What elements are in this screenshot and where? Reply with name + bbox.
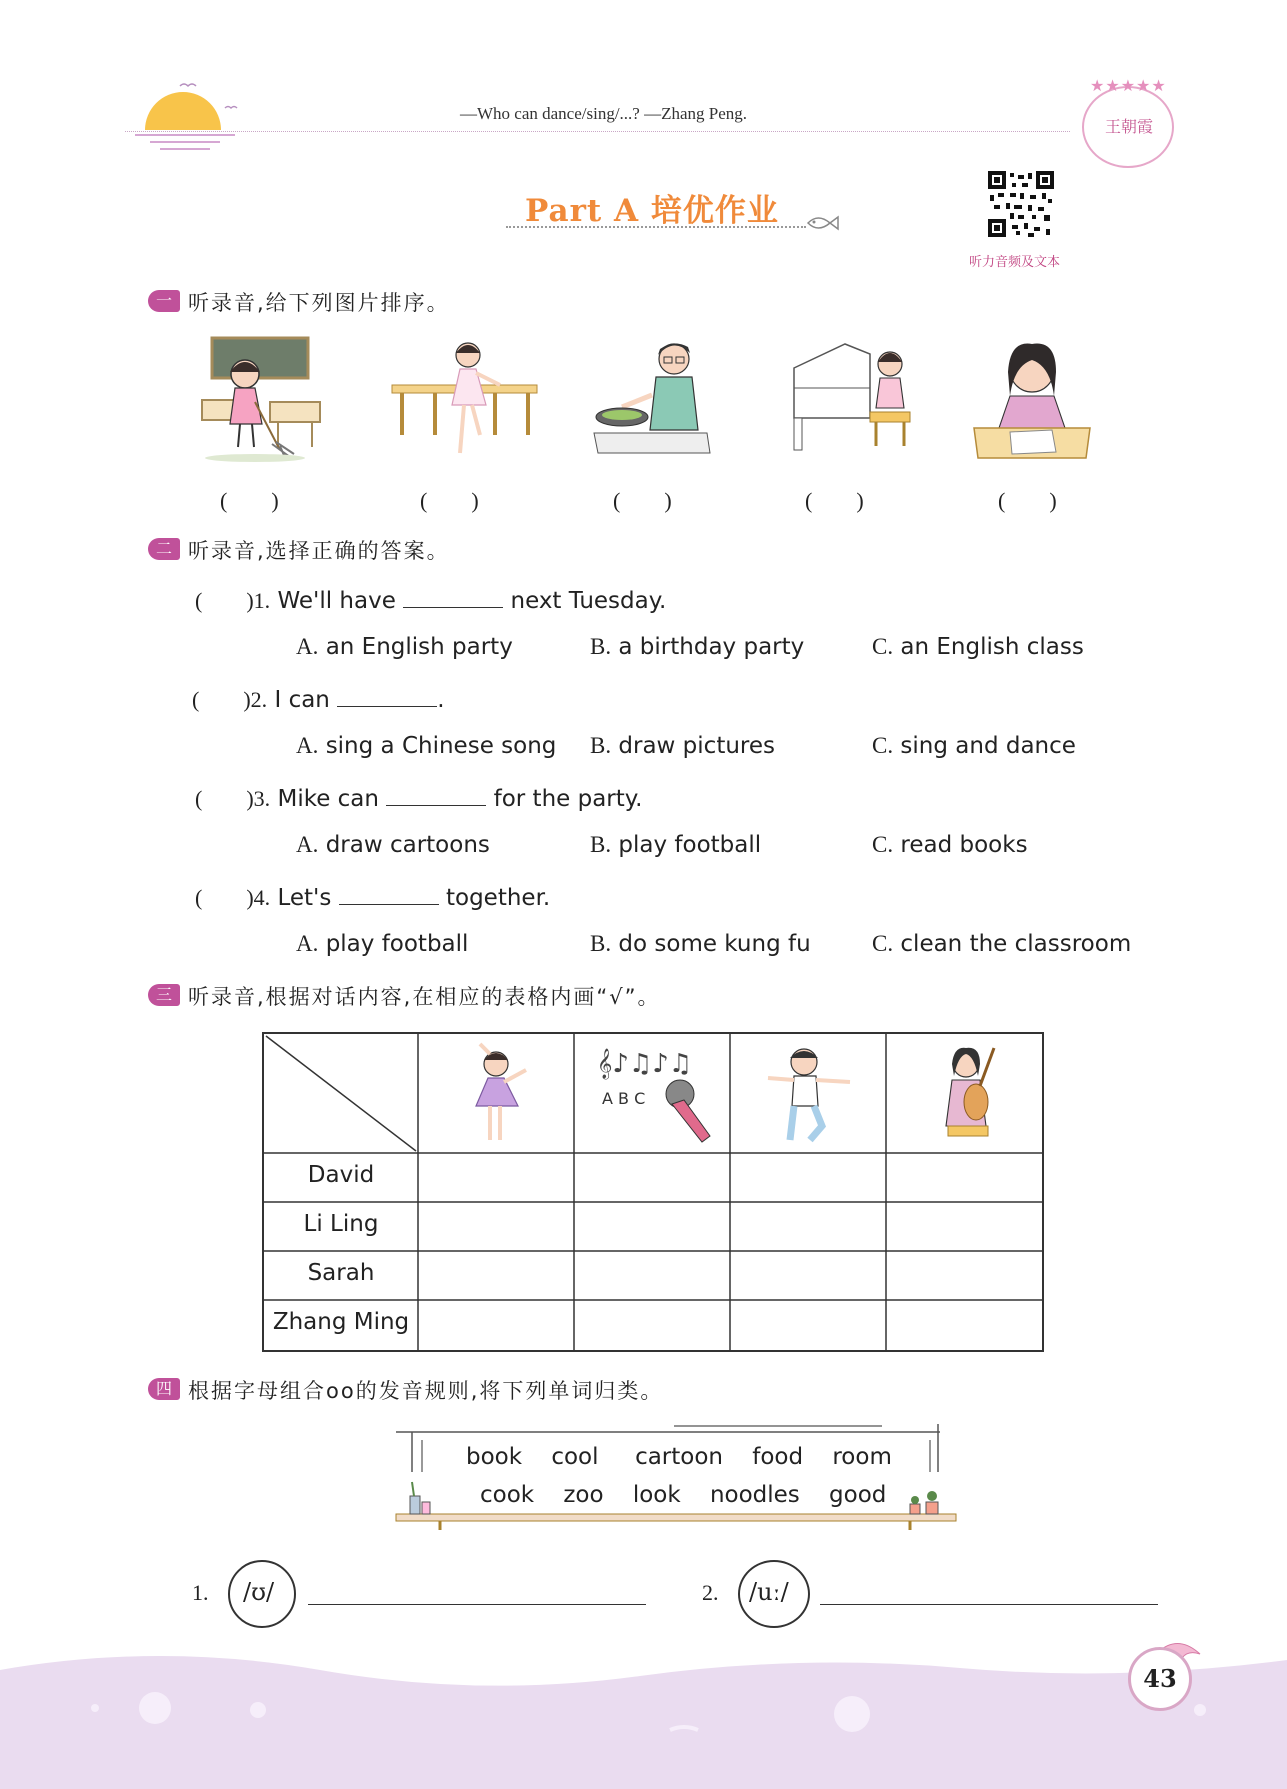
option-label: C.	[872, 733, 894, 758]
option-label: A.	[296, 832, 319, 857]
fish-icon	[804, 212, 840, 234]
logo-text: 王朝霞	[1105, 117, 1154, 136]
footer-wave	[0, 1650, 1287, 1789]
question-4	[195, 881, 550, 912]
question-text-after: .	[437, 687, 445, 713]
question-number: )2.	[243, 687, 268, 712]
row-label-david: David	[307, 1162, 375, 1188]
qr-caption: 听力音频及文本	[969, 255, 1061, 270]
girl-sweeping-floor-image	[200, 332, 325, 464]
order-blank-3[interactable]: ( )	[613, 488, 672, 513]
option-label: B.	[590, 832, 612, 857]
svg-text:𝄞♪♫♪♫: 𝄞♪♫♪♫	[597, 1049, 693, 1079]
sound-2-ipa: /uː/	[749, 1578, 789, 1606]
word-row-1	[466, 1444, 892, 1470]
section4-instruction: 根据字母组合oo的发音规则,将下列单词归类。	[188, 1379, 664, 1403]
word: good	[829, 1482, 887, 1508]
question-3	[195, 782, 642, 813]
option-4b[interactable]	[590, 931, 811, 957]
girl-playing-pipa-image	[930, 1040, 1010, 1148]
option-text: read books	[900, 832, 1028, 858]
option-label: B.	[590, 733, 612, 758]
option-text: sing a Chinese song	[325, 733, 557, 759]
option-text: an English class	[900, 634, 1084, 660]
question-text-after: together.	[445, 885, 551, 911]
option-2b[interactable]	[590, 733, 775, 759]
option-1b[interactable]	[590, 634, 804, 660]
word: cook	[480, 1482, 535, 1508]
row-label-li-ling: Li Ling	[303, 1211, 379, 1237]
option-2c[interactable]	[872, 733, 1076, 759]
question-text-after: for the party.	[493, 786, 643, 812]
word-shelf-frame	[392, 1422, 962, 1532]
sound-1-ipa: /ʊ/	[243, 1578, 275, 1606]
answer-blank-4[interactable]: (	[195, 885, 247, 910]
page-number: 43	[1128, 1647, 1192, 1711]
answer-blank-2[interactable]: (	[192, 687, 244, 712]
option-4c[interactable]	[872, 931, 1131, 957]
girl-playing-piano-image	[790, 338, 920, 456]
section1-badge: 一	[148, 290, 180, 312]
word: look	[632, 1482, 681, 1508]
question-text-before: We'll have	[277, 588, 396, 614]
option-text: do some kung fu	[618, 931, 811, 957]
fill-blank[interactable]	[403, 589, 503, 608]
man-cooking-image	[592, 335, 712, 457]
section1-instruction: 听录音,给下列图片排序。	[188, 291, 450, 315]
option-text: a birthday party	[618, 634, 805, 660]
option-text: draw cartoons	[325, 832, 490, 858]
logo-stars: ★★★★★	[1090, 76, 1167, 95]
section3-instruction: 听录音,根据对话内容,在相应的表格内画“√”。	[188, 985, 661, 1009]
order-blank-4[interactable]: ( )	[805, 488, 864, 513]
word: food	[752, 1444, 804, 1470]
row-label-sarah: Sarah	[307, 1260, 375, 1286]
section2-badge: 二	[148, 538, 180, 560]
question-text-before: I can	[274, 687, 330, 713]
option-label: C.	[872, 832, 894, 857]
order-blank-5[interactable]: ( )	[998, 488, 1057, 513]
question-text-after: next Tuesday.	[510, 588, 667, 614]
qr-code-icon[interactable]	[988, 171, 1054, 237]
header-divider	[125, 131, 1070, 132]
question-number: )1.	[246, 588, 271, 613]
option-label: B.	[590, 931, 612, 956]
question-number: )3.	[246, 786, 271, 811]
section2-instruction: 听录音,选择正确的答案。	[188, 539, 450, 563]
option-label: C.	[872, 931, 894, 956]
word: zoo	[563, 1482, 604, 1508]
option-text: draw pictures	[618, 733, 775, 759]
option-text: clean the classroom	[900, 931, 1132, 957]
fill-blank[interactable]	[337, 688, 437, 707]
option-text: play football	[618, 832, 762, 858]
option-3b[interactable]	[590, 832, 761, 858]
option-3a[interactable]	[296, 832, 490, 858]
option-label: B.	[590, 634, 612, 659]
title-underline	[506, 226, 806, 228]
sound-2-number: 2.	[702, 1580, 719, 1605]
option-1a[interactable]	[296, 634, 513, 660]
option-1c[interactable]	[872, 634, 1084, 660]
word: noodles	[709, 1482, 800, 1508]
sound-1-answer-line[interactable]	[308, 1604, 646, 1605]
answer-blank-1[interactable]: (	[195, 588, 247, 613]
option-label: A.	[296, 733, 319, 758]
section3-badge: 三	[148, 984, 180, 1006]
question-text-before: Let's	[277, 885, 332, 911]
fill-blank[interactable]	[339, 886, 439, 905]
sun-decoration-icon	[125, 78, 255, 153]
sound-2-answer-line[interactable]	[820, 1604, 1158, 1605]
word: room	[832, 1444, 892, 1470]
order-blank-2[interactable]: ( )	[420, 488, 479, 513]
question-1	[195, 584, 666, 615]
option-text: an English party	[325, 634, 513, 660]
question-number: )4.	[246, 885, 271, 910]
girl-dancing-ballet-image	[390, 335, 540, 465]
option-3c[interactable]	[872, 832, 1028, 858]
answer-blank-3[interactable]: (	[195, 786, 247, 811]
sound-1-number: 1.	[192, 1580, 209, 1605]
girl-drawing-image	[970, 336, 1095, 461]
word: book	[466, 1444, 523, 1470]
option-4a[interactable]	[296, 931, 468, 957]
option-label: A.	[296, 634, 319, 659]
option-text: sing and dance	[900, 733, 1076, 759]
girl-ballet-dancing-image	[460, 1040, 536, 1148]
word: cartoon	[635, 1444, 723, 1470]
fill-blank[interactable]	[386, 787, 486, 806]
option-text: play football	[325, 931, 469, 957]
boy-doing-kung-fu-image	[760, 1040, 860, 1148]
option-label: C.	[872, 634, 894, 659]
section4-badge: 四	[148, 1378, 180, 1400]
option-2a[interactable]	[296, 733, 556, 759]
order-blank-1[interactable]: ( )	[220, 488, 279, 513]
option-label: A.	[296, 931, 319, 956]
running-title: —Who can dance/sing/...? —Zhang Peng.	[460, 104, 748, 123]
word: cool	[551, 1444, 599, 1470]
row-label-zhang-ming: Zhang Ming	[272, 1309, 410, 1335]
music-notes-microphone-image	[592, 1042, 722, 1147]
question-2	[192, 683, 445, 714]
question-text-before: Mike can	[277, 786, 379, 812]
abc-text: A B C	[602, 1089, 646, 1108]
word-row-2	[480, 1482, 886, 1508]
page-title: Part A 培优作业	[525, 193, 779, 229]
